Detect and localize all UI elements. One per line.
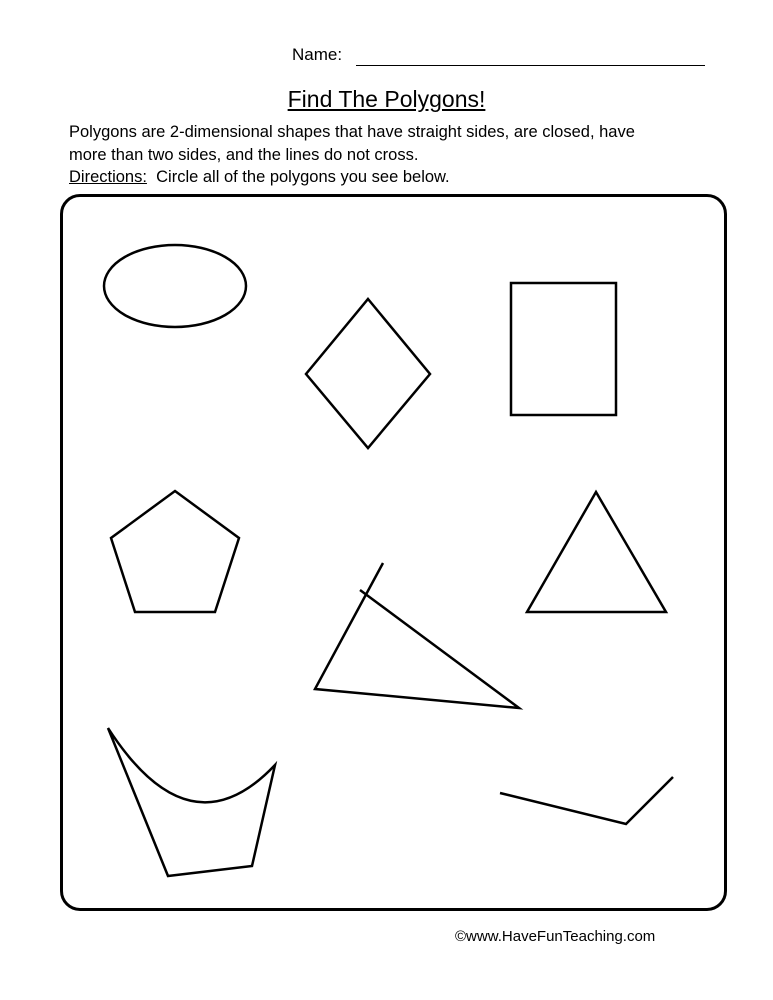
- triangle-shape[interactable]: [527, 492, 666, 612]
- oval-shape[interactable]: [104, 245, 246, 327]
- name-label: Name:: [292, 45, 343, 64]
- diamond-shape[interactable]: [306, 299, 430, 448]
- page-title: Find The Polygons!: [287, 86, 486, 112]
- square-shape[interactable]: [511, 283, 616, 415]
- crossed-triangle-shape[interactable]: [315, 563, 519, 708]
- intro-line-2: more than two sides, and the lines do not cross.: [69, 145, 419, 164]
- intro-line-1: Polygons are 2-dimensional shapes that have straight sides, are closed, have: [69, 123, 635, 141]
- open-lines-shape[interactable]: [500, 777, 673, 824]
- pentagon-shape[interactable]: [111, 491, 239, 612]
- curved-shape[interactable]: [108, 728, 275, 876]
- directions-label: Directions:: [69, 168, 147, 186]
- directions-text: Circle all of the polygons you see below.: [146, 168, 450, 186]
- copyright-footer: ©www.HaveFunTeaching.com: [455, 928, 656, 945]
